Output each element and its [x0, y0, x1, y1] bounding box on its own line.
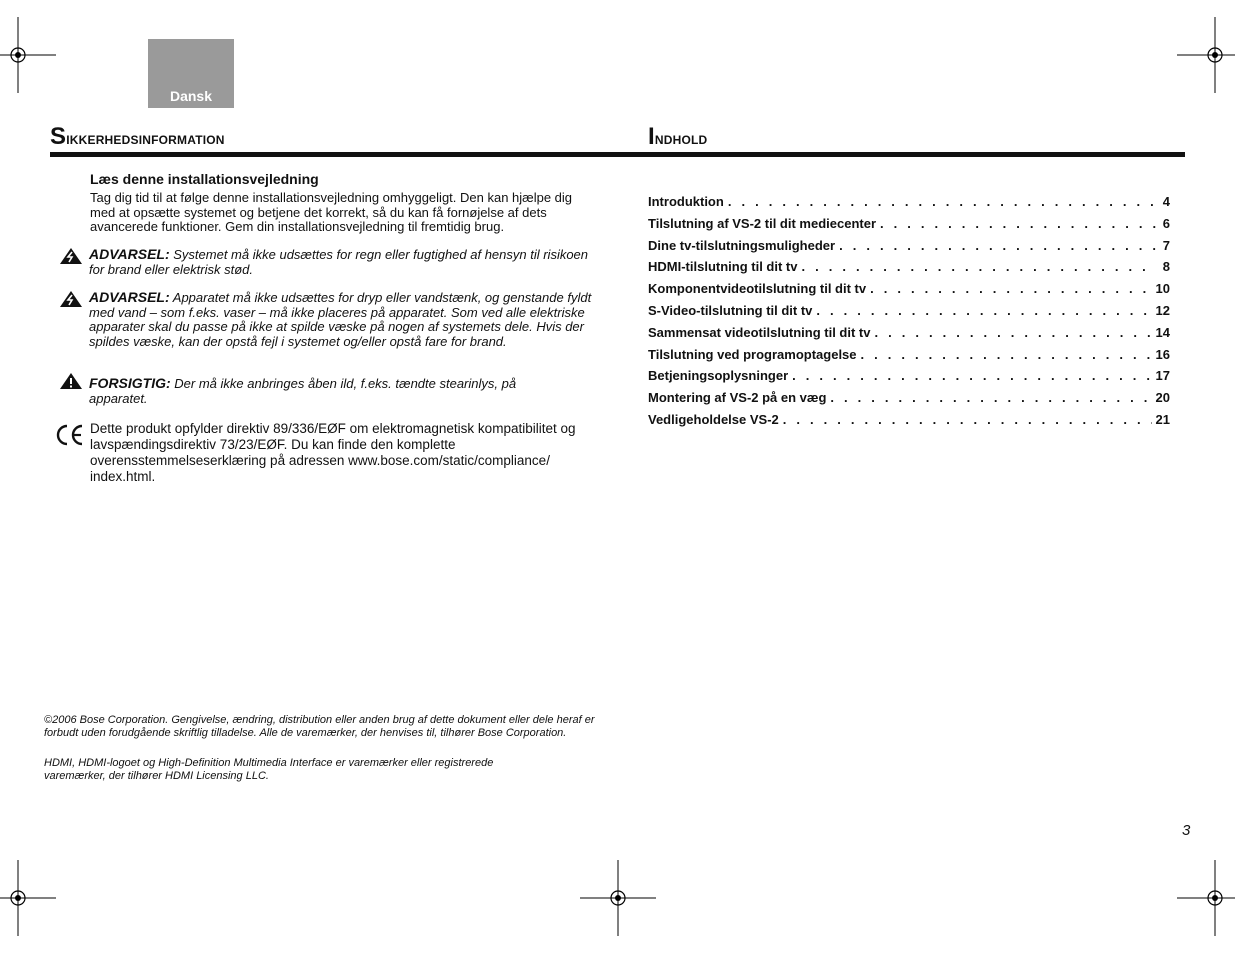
warning-triangle-icon — [59, 247, 83, 265]
page-number: 3 — [1182, 822, 1191, 839]
safety-subheading: Læs denne installationsvejledning — [90, 171, 319, 187]
caution — [89, 376, 569, 406]
toc-leader — [816, 303, 1151, 318]
toc-leader — [830, 390, 1151, 405]
heading-rule — [50, 152, 1185, 157]
language-tab-label: Dansk — [169, 88, 213, 104]
toc-leader — [880, 216, 1156, 231]
toc-leader — [861, 347, 1152, 362]
warning-2-text: Apparatet må ikke udsættes for dryp eller vandstænk, og genstande fyldt med vand – som f.eks. vaser – må ikke placeres på apparatet. Som ved alle elektriske apparater skal du passe på ikke at spilde væske på nogen af systemets dele. Hvis der spildes væske, kan der opstå fejl i systemet og/eller opstå fare for brand. — [89, 290, 592, 349]
toc-row[interactable]: Montering af VS-2 på en væg . . . 20 — [648, 390, 1170, 412]
hdmi-trademark-note: HDMI, HDMI-logoet og High-Definition Multimedia Interface er varemærker eller registrerede varemærker, der tilhører HDMI Licensing LLC. — [44, 757, 494, 782]
registration-mark-icon — [0, 860, 56, 936]
warning-2 — [89, 290, 599, 349]
language-tab — [148, 39, 234, 108]
caution-text: Der må ikke anbringes åben ild, f.eks. tændte stearinlys, på apparatet. — [89, 376, 517, 406]
ce-compliance-text: Dette produkt opfylder direktiv 89/336/EØF om elektromagnetisk kompatibilitet og lavspændingsdirektiv 73/23/EØF. Du kan finde den komplette overensstemmelseserklæring på adressen www.bose.com/static/compliance/ index.html. — [90, 421, 576, 484]
registration-mark-icon — [1177, 860, 1235, 936]
ce-mark-icon — [55, 424, 85, 446]
toc-row[interactable]: Dine tv-tilslutningsmuligheder . . . 7 — [648, 238, 1170, 260]
copyright-note: ©2006 Bose Corporation. Gengivelse, ændring, distribution eller anden brug af dette dokument eller dele heraf er forbudt uden forudgående skriftlig tilladelse. Alle de varemærker, der henvises til, tilhører Bose Corporation. — [44, 714, 595, 739]
toc-row[interactable]: Betjeningsoplysninger . . . 17 — [648, 368, 1170, 390]
toc-leader — [874, 325, 1151, 340]
toc-row[interactable]: Sammensat videotilslutning til dit tv . . . 14 — [648, 325, 1170, 347]
registration-mark-icon — [1177, 17, 1235, 93]
toc-leader — [801, 259, 1156, 274]
warning-triangle-icon — [59, 290, 83, 308]
safety-heading: Sikkerhedsinformation — [50, 123, 225, 150]
toc-row[interactable]: Komponentvideotilslutning til dit tv . . . 10 — [648, 281, 1170, 303]
toc-leader — [839, 238, 1156, 253]
warning-1-text: Systemet må ikke udsættes for regn eller fugtighed af hensyn til risikoen for brand eller elektrisk stød. — [89, 247, 589, 277]
toc-row[interactable]: S-Video-tilslutning til dit tv . . . 12 — [648, 303, 1170, 325]
table-of-contents — [648, 194, 1170, 434]
contents-heading: Indhold — [648, 123, 708, 150]
toc-leader — [728, 194, 1156, 209]
toc-row[interactable]: HDMI-tilslutning til dit tv . . . 8 — [648, 259, 1170, 281]
toc-row[interactable]: Vedligeholdelse VS-2 . . . 21 — [648, 412, 1170, 434]
registration-mark-icon — [580, 860, 656, 936]
toc-leader — [783, 412, 1152, 427]
warning-1-label: ADVARSEL: — [89, 246, 170, 262]
warning-1 — [89, 247, 589, 277]
toc-row[interactable]: Introduktion . . . 4 — [648, 194, 1170, 216]
registration-mark-icon — [0, 17, 56, 93]
caution-triangle-icon — [59, 372, 83, 390]
toc-row[interactable]: Tilslutning af VS-2 til dit mediecenter . . . 6 — [648, 216, 1170, 238]
caution-label: FORSIGTIG: — [89, 375, 171, 391]
warning-2-label: ADVARSEL: — [89, 289, 170, 305]
toc-leader — [792, 368, 1151, 383]
toc-row[interactable]: Tilslutning ved programoptagelse . . . 16 — [648, 347, 1170, 369]
toc-leader — [870, 281, 1151, 296]
safety-intro: Tag dig tid til at følge denne installationsvejledning omhyggeligt. Den kan hjælpe dig med at opsætte systemet og betjene det korrekt, så du kan få fornøjelse af dets avancerede funktioner. Gem din installationsvejledning til fremtidig brug. — [90, 190, 573, 234]
